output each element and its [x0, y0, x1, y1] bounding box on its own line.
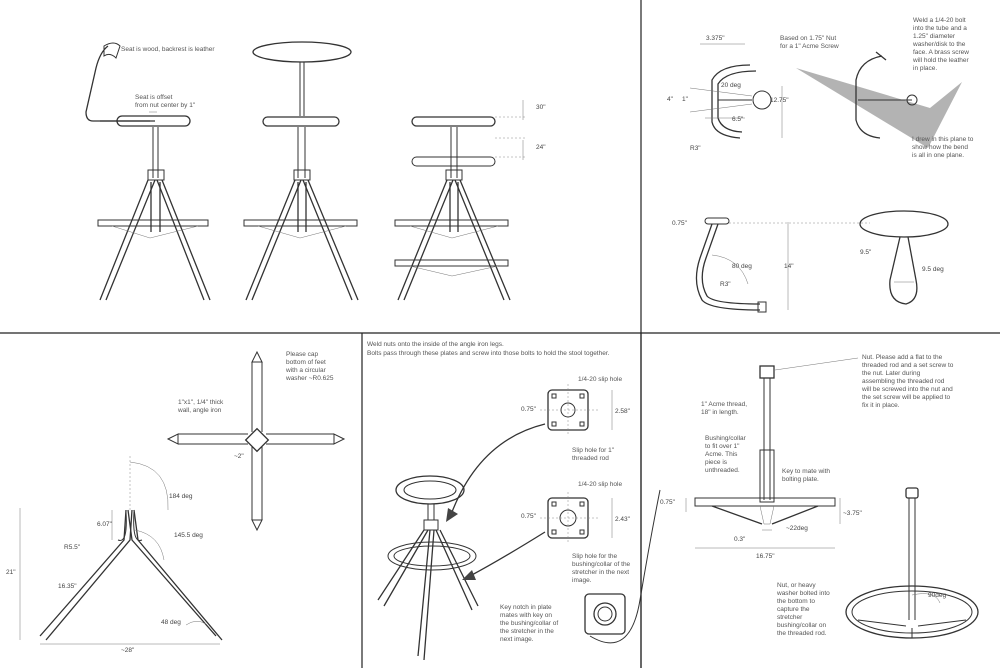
note-offset-line1: Seat is offset: [135, 94, 173, 101]
key-note-3: the bushing/collar of: [500, 620, 559, 627]
leg-elevation: [20, 456, 222, 644]
note-key-1: Key to mate with: [782, 468, 831, 475]
plate2-dim-0-75: 0.75": [521, 513, 536, 520]
panel-backrest-details: [667, 17, 974, 312]
dim-12-75: 12.75": [770, 97, 789, 104]
note-washer-1: Nut, or heavy: [777, 582, 816, 589]
note-nut-7: fix it in place.: [862, 402, 900, 409]
dim-3-75: ~3.75": [843, 510, 862, 517]
bolting-plate-bottom: [540, 492, 612, 544]
dim-3-375: 3.375": [706, 35, 725, 42]
note-acme-1: 1" Acme thread,: [701, 401, 748, 408]
note-seat-material: Seat is wood, backrest is leather: [121, 46, 215, 53]
plate2-note-3: stretcher in the next: [572, 569, 630, 576]
note-washer-6: bushing/collar on: [777, 622, 827, 629]
note-weld-1: Weld a 1/4-20 bolt: [913, 17, 966, 24]
note-cap-1: Please cap: [286, 351, 319, 358]
seat-back-perspective: [860, 211, 948, 304]
dim-21: 21": [6, 569, 16, 576]
note-cap-2: bottom of feet: [286, 359, 326, 366]
dim-30: 30": [536, 104, 546, 111]
note-bushing-4: piece is: [705, 459, 728, 466]
dim-0-3: 0.3": [734, 536, 746, 543]
dim-4: 4": [667, 96, 673, 103]
note-nut-3: the nut. Later during: [862, 370, 921, 377]
note-bushing-3: Acme. This: [705, 451, 738, 458]
dim-14: 14": [784, 263, 794, 270]
dim-22deg: ~22deg: [786, 525, 808, 532]
key-note-5: next image.: [500, 636, 534, 643]
note-weld-4: washer/disk to the: [913, 41, 966, 48]
panel-bolting-plates: [367, 341, 660, 660]
dim-6-07: 6.07": [97, 521, 112, 528]
note-washer-4: capture the: [777, 606, 810, 613]
dim-145-5deg: 145.5 deg: [174, 532, 203, 539]
plate1-note-2: threaded rod: [572, 455, 609, 462]
dim-90deg: 90deg: [928, 592, 947, 599]
note-weld-7: in place.: [913, 65, 938, 72]
note-nut-6: the set screw will be applied to: [862, 394, 951, 401]
arrow-curve-top: [452, 424, 545, 512]
header-line1: Weld nuts onto the inside of the angle iron legs.: [367, 341, 504, 348]
note-washer-2: washer bolted into: [777, 590, 830, 597]
plate2-note-2: bushing/collar of the: [572, 561, 631, 568]
note-angle-2: wall, angle iron: [178, 407, 222, 414]
dim-6-5: 6.5": [732, 116, 744, 123]
note-washer-7: the threaded rod.: [777, 630, 827, 637]
note-key-2: bolting plate.: [782, 476, 819, 483]
dim-20deg: 20 deg: [721, 82, 741, 89]
plate1-dim-2-58: 2.58": [615, 408, 630, 415]
dim-9-5-deg: 9.5 deg: [922, 266, 944, 273]
dim-80deg: 80 deg: [732, 263, 752, 270]
plate2-note-1: Slip hole for the: [572, 553, 618, 560]
note-nut-1: Nut. Please add a flat to the: [862, 354, 943, 361]
note-weld-3: 1.25" diameter: [913, 33, 956, 40]
note-plane-3: is all in one plane.: [912, 152, 965, 159]
dim-9-5: 9.5": [860, 249, 872, 256]
note-nut-line1: Based on 1.75" Nut: [780, 35, 837, 42]
note-cap-3: with a circular: [286, 367, 326, 374]
dim-0-75: 0.75": [672, 220, 687, 227]
dim-r3: R3": [690, 145, 701, 152]
plate2-note-4: image.: [572, 577, 592, 584]
dim-r3-side: R3": [720, 281, 731, 288]
plate1-slip-label: 1/4-20 slip hole: [578, 376, 623, 383]
note-weld-6: will hold the leather: [913, 57, 969, 64]
plate2-dim-2-43: 2.43": [615, 516, 630, 523]
note-nut-line2: for a 1" Acme Screw: [780, 43, 839, 50]
stool-height-variants: [395, 100, 525, 300]
key-note-2: mates with key on: [500, 612, 553, 619]
note-washer-5: stretcher: [777, 614, 803, 621]
note-nut-5: will be screwed into the nut and: [862, 386, 953, 393]
panel-stool-elevations: [86, 42, 546, 300]
note-plane-1: I drew in this plane to: [912, 136, 974, 143]
arrow-curve-bottom: [470, 532, 545, 576]
dim-1: 1": [682, 96, 688, 103]
key-notch-plate: [585, 594, 625, 634]
note-nut-2: threaded rod and a set screw to: [862, 362, 954, 369]
header-line2: Bolts pass through these plates and screw into those bolts to hold the stool together.: [367, 350, 610, 357]
panel-threaded-rod-stretcher: [660, 354, 978, 638]
bolting-plate-top: [540, 384, 612, 436]
note-bushing-5: unthreaded.: [705, 467, 740, 474]
plate1-note-1: Slip hole for 1": [572, 447, 615, 454]
dim-16-35: 16.35": [58, 583, 77, 590]
dim-28: ~28": [121, 647, 135, 654]
plate1-dim-0-75: 0.75": [521, 406, 536, 413]
dim-0-75: 0.75": [660, 499, 675, 506]
rod-stretcher-perspective: [846, 488, 978, 638]
panel-leg-geometry: [6, 351, 344, 654]
backrest-top-view: [690, 44, 782, 138]
note-offset-line2: from nut center by 1": [135, 102, 196, 109]
dim-24: 24": [536, 144, 546, 151]
key-note-1: Key notch in plate: [500, 604, 552, 611]
dim-2: ~2": [234, 453, 244, 460]
stool-front-view: [244, 42, 358, 300]
note-weld-2: into the tube and a: [913, 25, 967, 32]
dim-48deg: 48 deg: [161, 619, 181, 626]
dim-184deg: 184 deg: [169, 493, 193, 500]
note-bushing-2: to fit over 1": [705, 443, 740, 450]
note-nut-4: assembling the threaded rod: [862, 378, 945, 385]
dim-r5-5: R5.5": [64, 544, 81, 551]
note-cap-4: washer ~R0.625: [286, 375, 334, 382]
stool-assembly-perspective: [378, 476, 478, 660]
note-washer-3: the bottom to: [777, 598, 815, 605]
dim-16-75: 16.75": [756, 553, 775, 560]
plate2-slip-label: 1/4-20 slip hole: [578, 481, 623, 488]
note-weld-5: face. A brass screw: [913, 49, 969, 56]
stool-side-view-with-backrest: [86, 43, 210, 300]
note-plane-2: show how the bend: [912, 144, 969, 151]
note-angle-1: 1"x1", 1/4" thick: [178, 399, 224, 406]
note-acme-2: 18" in length.: [701, 409, 739, 416]
key-note-4: the stretcher in the: [500, 628, 554, 635]
note-bushing-1: Bushing/collar: [705, 435, 746, 442]
